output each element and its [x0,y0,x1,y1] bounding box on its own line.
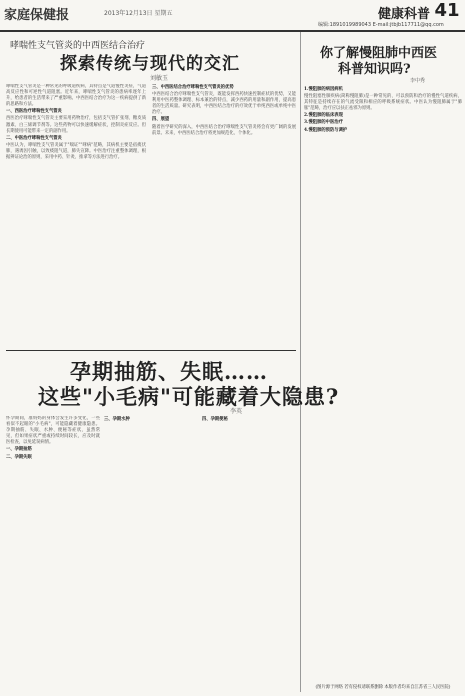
article2-byline: 李英 [230,408,243,415]
issue-date: 2013年12月13日 星期五 [104,10,173,17]
article3-subhead-3: 3.慢阻肺的中医治疗 [304,120,343,126]
editor-info: 编辑:1891019989043 E-mail:jtbjb117711@qq.com [318,22,444,28]
article2-column-2 [104,416,198,686]
article2-title-line1: 孕期抽筋、失眠…… [70,359,268,384]
article1-subhead-2: 二、中医治疗哮喘性支气管炎 [6,135,62,141]
article1-body-p1: 哮喘性支气管炎是一种常见的呼吸道疾病，其特点是气道慢性炎症，气道高反应性和可逆性气道阻塞。近年来，哮喘性支气管炎的患病率逐年上升，给患者的生活带来了严重影响。中西医结合治疗为这一疾病提供了新的思路和方法。 [6,84,146,108]
article1-title: 探索传统与现代的交汇 [60,54,240,74]
article3-byline: 李中秀 [410,78,426,84]
article1-subhead-3: 三、中西医结合治疗哮喘性支气管炎的优势 [152,85,234,90]
article3-body [304,86,462,680]
article2-column-1 [6,416,100,686]
section-rule [6,350,296,351]
article1-body-p4: 中西医结合治疗哮喘性支气管炎，既能发挥西药快速控制症状的优势，又能利用中医药整体调理、标本兼治的特点，减少西药的用量和副作用，提高患者的生活质量。研究表明，中西医结合治疗的疗效优于单纯西医或单纯中医治疗。 [152,92,296,116]
article1-subhead-1: 一、西医治疗哮喘性支气管炎 [6,109,62,115]
section-title-right: 健康科普 [378,7,431,22]
page-number: 41 [434,0,460,21]
article3-title-line2: 科普知识吗? [338,62,411,77]
article3-subhead-2: 2.慢阻肺的临床表现 [304,113,343,119]
column-divider [300,32,301,692]
article2-title-line2: 这些"小毛病"可能藏着大隐患? [38,384,340,409]
footer-note: (图片源于网络 若有侵权请联系删除 本版作者均来自江苏省三人民医院) [315,685,451,690]
page-header [0,0,465,32]
article1-subhead-4: 四、展望 [152,117,170,123]
article3-body-text: 慢性阻塞性肺疾病(简称慢阻肺)是一种常见的、可以预防和治疗的慢性气道疾病，其特征是持续存在的气流受限和相应的呼吸系统症状。中医认为慢阻肺属于"肺胀"范畴，治疗应以扶正祛邪为原则。 [304,94,462,112]
article2-subhead-1: 一、孕期抽筋 [6,447,32,453]
article2-subhead-4: 四、孕期便秘 [202,417,228,422]
article1-column-right [152,84,296,346]
article2-subhead-3: 三、孕期水肿 [104,417,130,422]
article1-body-p3: 中医认为，哮喘性支气管炎属于"喘证""哮病"范畴，其病机主要是宿痰伏肺，遇诱因引触，以致痰阻气道，肺失宣降。中医治疗注重整体调理，根据辨证论治的原则，采用中药、针灸、推拿等方法进行治疗。 [6,142,146,161]
article3-subhead-1: 1.慢阻肺的病因病机 [304,87,343,92]
article1-kicker: 哮喘性支气管炎的中西医结合治疗 [10,41,146,51]
article2-subhead-2: 二、孕期失眠 [6,454,32,460]
article2-column-3 [202,416,296,686]
article1-body-p2: 西医治疗哮喘性支气管炎主要采用药物治疗，包括支气管扩张剂、糖皮质激素、白三烯调节剂等。这些药物可以快速缓解症状，控制炎症反应。但长期使用可能带来一定的副作用。 [6,116,146,134]
article3-subhead-4: 4.慢阻肺的预防与调护 [304,127,348,133]
article1-column-left [6,84,146,346]
section-title-left: 家庭保健报 [4,8,70,23]
article1-byline: 刘敏玉 [150,75,169,82]
article3-title-line1: 你了解慢阻肺中西医 [320,46,438,61]
article1-body-p5: 随着医学研究的深入，中西医结合治疗哮喘性支气管炎将会有更广阔的发展前景。未来，中西医结合治疗将更加规范化、个体化。 [152,124,296,136]
article2-body: 怀孕期间，准妈妈的身体会发生许多变化，一些看似不起眼的"小毛病"，可能隐藏着健康隐患。孕期抽筋、失眠、水肿、便秘等症状，虽然常见，但如果症状严重或持续时间较长，应及时就医检查，以免延误病情。 [6,416,100,446]
